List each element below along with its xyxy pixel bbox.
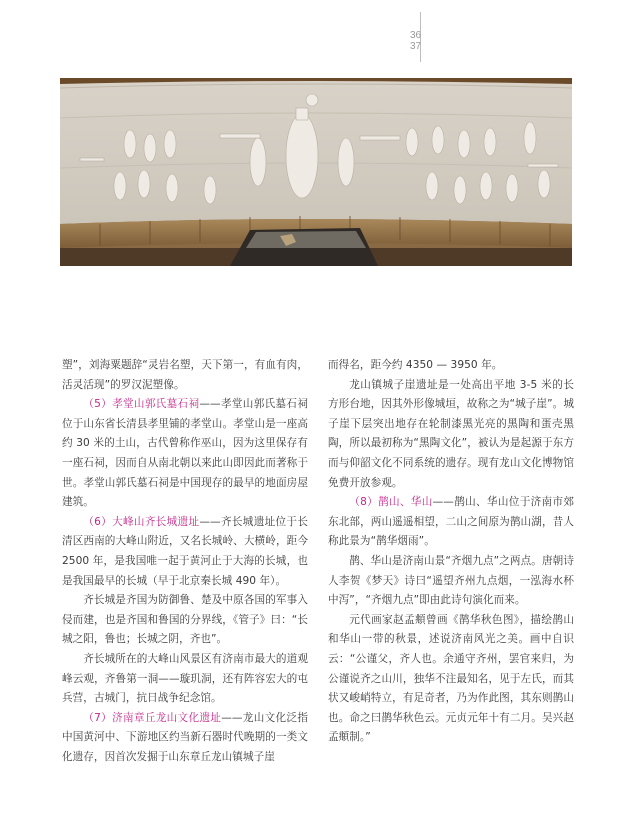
- paragraph: [328, 376, 574, 494]
- page-numbers: [410, 30, 421, 52]
- paragraph-text: 元代画家赵孟頫曾画《鹊华秋色图》，描绘鹊山和华山一带的秋景，述说济南风光之美。画中自识云：“公谨父，齐人也。余通守齐州，罢官来归，为公谨说齐之山川，独华不注最知名，见于左氏，而其状又峻峭特立，有足奇者，乃为作此图，其东则鹊山也。命之曰鹊华秋色云。元贞元年十有二月。吴兴赵孟頫制。”: [328, 613, 574, 744]
- section-heading: （7）济南章丘龙山文化遗址: [83, 711, 222, 724]
- paragraph: [328, 493, 574, 552]
- paragraph-text: ——鹊山、华山位于济南市郊东北部，两山遥遥相望，二山之间原为鹊山湖，昔人称此景为“鹊华烟雨”。: [328, 496, 575, 548]
- page-number-right: 37: [410, 41, 422, 52]
- paragraph: [62, 356, 308, 395]
- paragraph-text: ——龙山文化泛指中国黄河中、下游地区约当新石器时代晚期的一类文化遗存，因首次发掘于山东章丘龙山镇城子崖: [62, 711, 308, 763]
- section-heading: （5）孝堂山郭氏墓石祠: [83, 398, 200, 411]
- paragraph: [62, 513, 308, 591]
- section-heading: （6）大峰山齐长城遗址: [83, 515, 200, 528]
- paragraph: [62, 650, 308, 709]
- paragraph-text: 齐长城是齐国为防御鲁、楚及中原各国的军事入侵而建，也是齐国和鲁国的分界线，《管子》曰：“长城之阳，鲁也；长城之阴，齐也”。: [62, 594, 308, 646]
- paragraph: [62, 709, 308, 768]
- paragraph: [328, 552, 574, 611]
- left-text-column: [62, 356, 308, 767]
- paragraph: [62, 395, 308, 513]
- relief-mural-photo: [60, 78, 572, 266]
- paragraph-text: ——孝堂山郭氏墓石祠位于山东省长清县孝里铺的孝堂山。孝堂山是一座高约 30 米的土山，古代曾称作巫山，因为这里保存有一座石祠，因而自从南北朝以来此山即因此而著称于世。孝堂山郭氏墓石祠是中国现存的最早的地面房屋建筑。: [62, 398, 308, 509]
- paragraph-text: 而得名，距今约 4350 — 3950 年。: [328, 359, 503, 371]
- page-number-left: 36: [410, 30, 422, 41]
- paragraph-text: 龙山镇城子崖遗址是一处高出平地 3-5 米的长方形台地，因其外形像城垣，故称之为“城子崖”。城子崖下层突出地存在轮制漆黑光亮的黑陶和蛋壳黑陶，所以最初称为“黑陶文化”，被认为是起源于东方而与仰韶文化不同系统的遗存。现有龙山文化博物馆免费开放参观。: [328, 378, 574, 489]
- right-text-column: [328, 356, 574, 748]
- paragraph: [62, 591, 308, 650]
- section-heading: （8）鹊山、华山: [349, 496, 433, 509]
- paragraph-text: 齐长城所在的大峰山风景区有济南市最大的道观峰云观，齐鲁第一洞——璇玑洞，还有阵容宏大的屯兵营，古城门，抗日战争纪念馆。: [62, 652, 308, 705]
- paragraph-text: ——齐长城遗址位于长清区西南的大峰山附近，又名长城岭、大横岭，距今 2500 年，是我国唯一起于黄河止于大海的长城，也是我国最早的长城（早于北京秦长城 490 年）。: [62, 515, 308, 587]
- paragraph-text: 鹊、华山是济南山景“齐烟九点”之两点。唐朝诗人李贺《梦天》诗曰“遥望齐州九点烟，一泓海水杯中泻”，“齐烟九点”即由此诗句演化而来。: [328, 554, 574, 607]
- paragraph: [328, 611, 574, 748]
- paragraph: [328, 356, 574, 376]
- paragraph-text: 塑”，刘海粟题辞“灵岩名塑，天下第一，有血有肉，活灵活现”的罗汉泥塑像。: [62, 359, 308, 391]
